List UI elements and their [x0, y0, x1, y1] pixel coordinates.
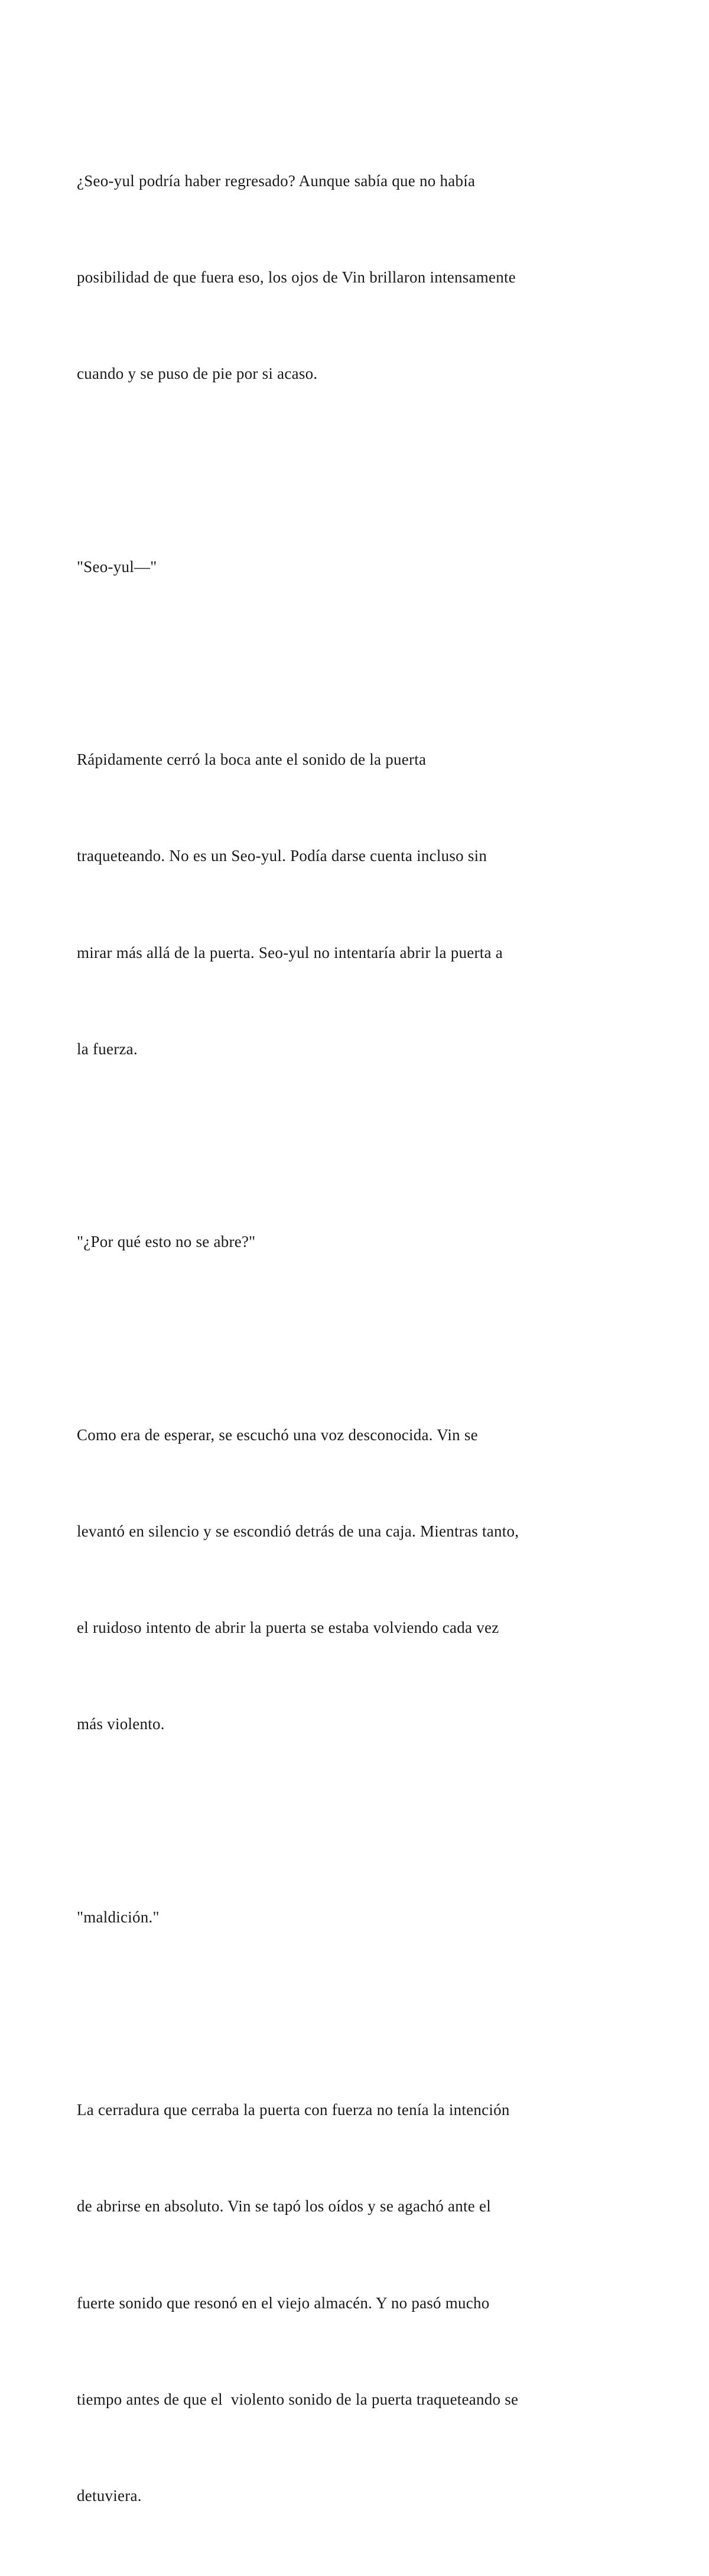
text-line: fuerte sonido que resonó en el viejo almacén. Y no pasó mucho	[77, 2294, 490, 2312]
text-line: "maldición."	[77, 1908, 160, 1926]
text-line: mirar más allá de la puerta. Seo-yul no intentaría abrir la puerta a	[77, 943, 503, 961]
paragraph-narration	[77, 2029, 635, 2576]
text-line: La cerradura que cerraba la puerta con fuerza no tenía la intención	[77, 2101, 510, 2119]
text-line: de abrirse en absoluto. Vin se tapó los oídos y se agachó ante el	[77, 2197, 491, 2216]
text-line: ¿Seo-yul podría haber regresado? Aunque sabía que no había	[77, 171, 476, 190]
text-line: detuviera.	[77, 2486, 142, 2504]
paragraph-dialogue	[77, 1161, 635, 1322]
text-line: más violento.	[77, 1715, 165, 1733]
text-line: traqueteando. No es un Seo-yul. Podía darse cuenta incluso sin	[77, 847, 487, 865]
paragraph-dialogue	[77, 486, 635, 647]
text-line: "Seo-yul—"	[77, 557, 157, 576]
text-line: "¿Por qué esto no se abre?"	[77, 1233, 256, 1251]
text-line: Rápidamente cerró la boca ante el sonido de la puerta	[77, 751, 427, 769]
text-line: el ruidoso intento de abrir la puerta se estaba volviendo cada vez	[77, 1619, 499, 1637]
text-line: levantó en silencio y se escondió detrás de una caja. Mientras tanto,	[77, 1522, 519, 1540]
text-line: Como era de esperar, se escuchó una voz desconocida. Vin se	[77, 1425, 478, 1444]
document-page	[77, 100, 635, 2576]
paragraph-narration	[77, 679, 635, 1129]
text-line: posibilidad de que fuera eso, los ojos de Vin brillaron intensamente	[77, 268, 516, 287]
paragraph-narration	[77, 100, 635, 454]
text-line: cuando y se puso de pie por si acaso.	[77, 365, 318, 383]
paragraph-dialogue	[77, 1837, 635, 1997]
text-line: tiempo antes de que el violento sonido de la puerta traqueteando se	[77, 2390, 519, 2408]
paragraph-narration	[77, 1354, 635, 1805]
text-line: la fuerza.	[77, 1040, 138, 1058]
